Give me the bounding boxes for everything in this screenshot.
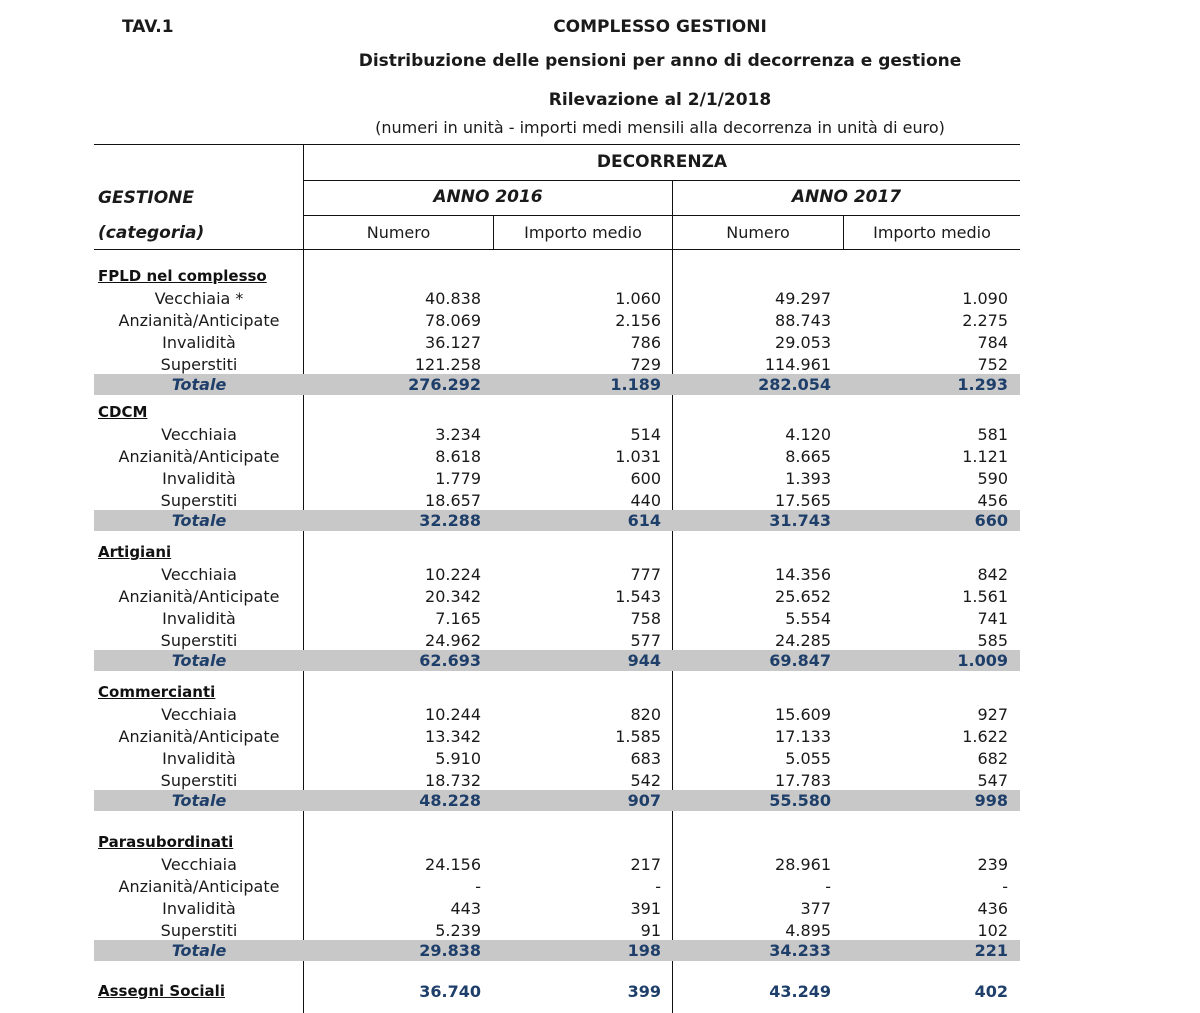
category-label: Vecchiaia: [161, 425, 237, 444]
total-label: Totale: [171, 375, 227, 394]
table-row: [94, 748, 1020, 769]
table-row: [94, 770, 1020, 791]
importo-2017-value: 660: [974, 511, 1008, 530]
numero-2016-value: 20.342: [425, 587, 481, 606]
page-subtitle: Distribuzione delle pensioni per anno di decorrenza e gestione: [358, 51, 962, 71]
numero-2017-value: 17.133: [775, 727, 831, 746]
numero-2017-value: 43.249: [769, 982, 831, 1001]
importo-2016-value: 729: [630, 355, 661, 374]
importo-2016-value: 820: [630, 705, 661, 724]
numero-2017-value: 88.743: [775, 311, 831, 330]
total-row: [94, 940, 1020, 961]
importo-2017-value: 1.090: [962, 289, 1008, 308]
table-row: [94, 726, 1020, 747]
table-row: [94, 332, 1020, 353]
numero-2017-value: 29.053: [775, 333, 831, 352]
year-2017-header: ANNO 2017: [791, 187, 902, 207]
importo-2016-value: 683: [630, 749, 661, 768]
category-label: Superstiti: [160, 491, 238, 510]
numero-2016-value: 32.288: [419, 511, 481, 530]
total-row: [94, 374, 1020, 395]
numero-2017-value: 1.393: [785, 469, 831, 488]
numero-2016-value: 18.657: [425, 491, 481, 510]
importo-2017-value: 784: [977, 333, 1008, 352]
importo-2016-value: 614: [627, 511, 661, 530]
importo-2016-value: 514: [630, 425, 661, 444]
table-row: [94, 564, 1020, 585]
numero-2017-value: 8.665: [785, 447, 831, 466]
table-row: [94, 354, 1020, 375]
decorrenza-header: DECORRENZA: [596, 152, 728, 172]
numero-2017-value: 24.285: [775, 631, 831, 650]
importo-2017-value: 456: [977, 491, 1008, 510]
section-title: Parasubordinati: [98, 833, 234, 851]
category-label: Superstiti: [160, 355, 238, 374]
importo-2016-value: 399: [627, 982, 661, 1001]
importo-2017-value: 998: [974, 791, 1008, 810]
importo-2016-value: 1.585: [615, 727, 661, 746]
numero-2016-value: 24.962: [425, 631, 481, 650]
numero-2016-value: 5.910: [435, 749, 481, 768]
numero-2016-header: Numero: [366, 223, 431, 242]
table-row: [94, 876, 1020, 897]
numero-2016-value: 36.740: [419, 982, 481, 1001]
table-row: [94, 704, 1020, 725]
category-label: Vecchiaia: [161, 705, 237, 724]
numero-2017-value: 31.743: [769, 511, 831, 530]
importo-2016-value: 577: [630, 631, 661, 650]
importo-2017-value: -: [1002, 877, 1008, 896]
numero-2016-value: 36.127: [425, 333, 481, 352]
importo-2016-value: 758: [630, 609, 661, 628]
numero-2017-value: 282.054: [758, 375, 831, 394]
section-title: CDCM: [98, 403, 148, 421]
numero-2017-value: 5.055: [785, 749, 831, 768]
table-row: [94, 310, 1020, 331]
numero-2017-value: 15.609: [775, 705, 831, 724]
importo-2017-value: 402: [974, 982, 1008, 1001]
importo-2017-value: 547: [977, 771, 1008, 790]
year-2016-header: ANNO 2016: [433, 187, 543, 207]
table-row: [94, 898, 1020, 919]
numero-2017-value: 114.961: [764, 355, 831, 374]
numero-2017-value: 5.554: [785, 609, 831, 628]
numero-2017-value: 49.297: [775, 289, 831, 308]
importo-2017-value: 585: [977, 631, 1008, 650]
numero-2016-value: 78.069: [425, 311, 481, 330]
importo-2017-value: 1.009: [957, 651, 1008, 670]
total-row: [94, 510, 1020, 531]
importo-2016-value: 198: [627, 941, 661, 960]
section-header-row: [94, 402, 1020, 423]
total-label: Totale: [171, 651, 227, 670]
numero-2016-value: 8.618: [435, 447, 481, 466]
table-number: TAV.1: [122, 17, 174, 37]
importo-2017-header: Importo medio: [873, 223, 991, 242]
importo-2016-value: 391: [630, 899, 661, 918]
numero-2017-value: 17.565: [775, 491, 831, 510]
importo-2017-value: 1.121: [962, 447, 1008, 466]
table-row: [94, 854, 1020, 875]
total-label: Totale: [171, 511, 227, 530]
section-title: FPLD nel complesso: [98, 267, 267, 285]
section-header-row: [94, 266, 1020, 287]
numero-2017-value: 377: [800, 899, 831, 918]
importo-2016-value: -: [655, 877, 661, 896]
numero-2016-value: 121.258: [414, 355, 481, 374]
importo-2017-value: 239: [977, 855, 1008, 874]
total-label: Totale: [171, 791, 227, 810]
gestione-header: GESTIONE: [98, 188, 195, 208]
table-row: [94, 446, 1020, 467]
importo-2017-value: 842: [977, 565, 1008, 584]
category-label: Invalidità: [162, 469, 236, 488]
category-label: Anzianità/Anticipate: [118, 877, 280, 896]
category-label: Anzianità/Anticipate: [118, 727, 280, 746]
numero-2016-value: 29.838: [419, 941, 481, 960]
importo-2017-value: 2.275: [962, 311, 1008, 330]
numero-2016-value: 48.228: [419, 791, 481, 810]
importo-2016-value: 777: [630, 565, 661, 584]
numero-2016-value: 13.342: [425, 727, 481, 746]
survey-date: Rilevazione al 2/1/2018: [548, 90, 772, 110]
category-label: Invalidità: [162, 749, 236, 768]
numero-2017-value: 4.120: [785, 425, 831, 444]
category-label: Invalidità: [162, 609, 236, 628]
numero-2017-value: 55.580: [769, 791, 831, 810]
importo-2016-value: 600: [630, 469, 661, 488]
importo-2016-value: 1.543: [615, 587, 661, 606]
category-label: Vecchiaia: [161, 855, 237, 874]
importo-2017-value: 102: [977, 921, 1008, 940]
numero-2016-value: 276.292: [408, 375, 481, 394]
numero-2016-value: 10.244: [425, 705, 481, 724]
table-row: [94, 608, 1020, 629]
numero-2016-value: 5.239: [435, 921, 481, 940]
numero-2016-value: 10.224: [425, 565, 481, 584]
page-title: COMPLESSO GESTIONI: [553, 17, 767, 37]
table-row: [94, 630, 1020, 651]
numero-2016-value: -: [475, 877, 481, 896]
category-label: Superstiti: [160, 771, 238, 790]
category-label: Vecchiaia *: [154, 289, 244, 308]
numero-2016-value: 18.732: [425, 771, 481, 790]
category-label: Anzianità/Anticipate: [118, 447, 280, 466]
importo-2016-value: 542: [630, 771, 661, 790]
importo-2016-value: 907: [627, 791, 661, 810]
numero-2017-value: 4.895: [785, 921, 831, 940]
category-label: Anzianità/Anticipate: [118, 587, 280, 606]
numero-2016-value: 3.234: [435, 425, 481, 444]
category-label: Superstiti: [160, 921, 238, 940]
total-row: [94, 650, 1020, 671]
numero-2017-value: 17.783: [775, 771, 831, 790]
importo-2016-value: 944: [627, 651, 661, 670]
importo-2017-value: 682: [977, 749, 1008, 768]
numero-2017-value: 69.847: [769, 651, 831, 670]
assegni-sociali-row: [94, 981, 1020, 1002]
section-title: Commercianti: [98, 683, 216, 701]
numero-2017-value: 34.233: [769, 941, 831, 960]
importo-2017-value: 1.622: [962, 727, 1008, 746]
importo-2016-value: 2.156: [615, 311, 661, 330]
importo-2016-value: 91: [640, 921, 661, 940]
importo-2016-value: 217: [630, 855, 661, 874]
numero-2017-value: 25.652: [775, 587, 831, 606]
total-label: Totale: [171, 941, 227, 960]
importo-2016-value: 440: [630, 491, 661, 510]
table-row: [94, 490, 1020, 511]
importo-2016-header: Importo medio: [524, 223, 642, 242]
category-label: Vecchiaia: [161, 565, 237, 584]
numero-2017-header: Numero: [726, 223, 790, 242]
category-label: Invalidità: [162, 333, 236, 352]
importo-2017-value: 436: [977, 899, 1008, 918]
section-header-row: [94, 832, 1020, 853]
category-label: Superstiti: [160, 631, 238, 650]
numero-2017-value: 28.961: [775, 855, 831, 874]
importo-2017-value: 221: [974, 941, 1008, 960]
importo-2017-value: 1.293: [957, 375, 1008, 394]
importo-2016-value: 786: [630, 333, 661, 352]
total-row: [94, 790, 1020, 811]
numero-2016-value: 62.693: [419, 651, 481, 670]
category-label: Invalidità: [162, 899, 236, 918]
numero-2016-value: 7.165: [435, 609, 481, 628]
section-title: Assegni Sociali: [98, 982, 225, 1000]
numero-2016-value: 24.156: [425, 855, 481, 874]
importo-2017-value: 752: [977, 355, 1008, 374]
importo-2017-value: 927: [977, 705, 1008, 724]
importo-2016-value: 1.060: [615, 289, 661, 308]
table-row: [94, 468, 1020, 489]
numero-2016-value: 1.779: [435, 469, 481, 488]
table-row: [94, 920, 1020, 941]
section-header-row: [94, 682, 1020, 703]
section-header-row: [94, 542, 1020, 563]
table-row: [94, 424, 1020, 445]
numero-2017-value: -: [825, 877, 831, 896]
numero-2016-value: 40.838: [425, 289, 481, 308]
importo-2016-value: 1.189: [610, 375, 661, 394]
importo-2017-value: 741: [977, 609, 1008, 628]
importo-2017-value: 590: [977, 469, 1008, 488]
categoria-header: (categoria): [98, 223, 205, 243]
table-row: [94, 586, 1020, 607]
category-label: Anzianità/Anticipate: [118, 311, 280, 330]
table-row: [94, 288, 1020, 309]
section-title: Artigiani: [98, 543, 172, 561]
importo-2017-value: 581: [977, 425, 1008, 444]
numero-2017-value: 14.356: [775, 565, 831, 584]
numero-2016-value: 443: [450, 899, 481, 918]
importo-2016-value: 1.031: [615, 447, 661, 466]
units-note: (numeri in unità - importi medi mensili alla decorrenza in unità di euro): [375, 118, 945, 137]
importo-2017-value: 1.561: [962, 587, 1008, 606]
